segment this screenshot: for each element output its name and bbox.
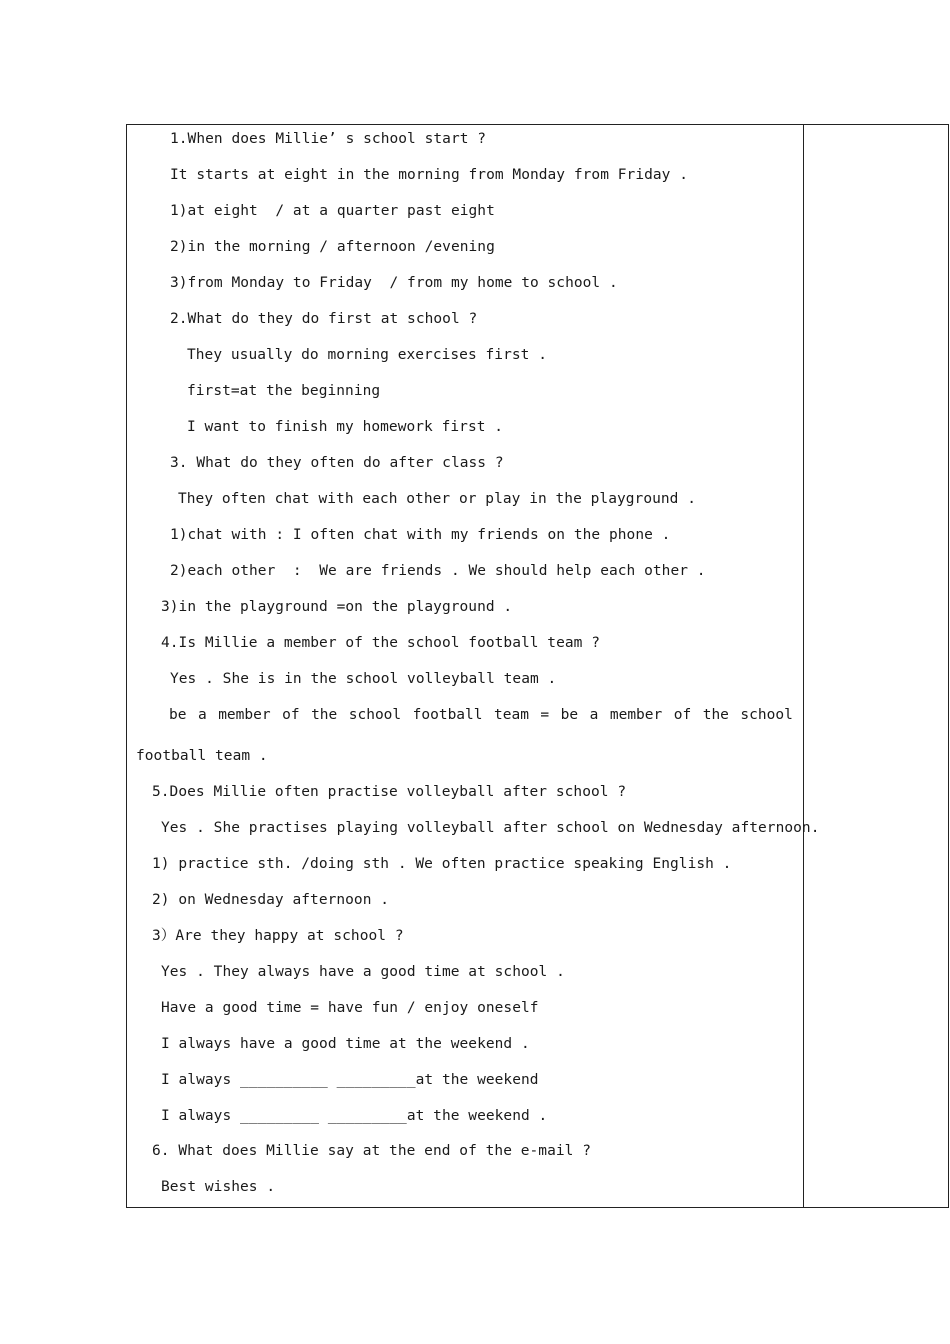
question-line: 3）Are they happy at school ? (152, 928, 404, 944)
blank-exercise-line: I always __________ _________at the weekend (161, 1072, 539, 1088)
note-line: 3)in the playground =on the playground . (161, 599, 513, 615)
equivalence-line (169, 706, 793, 724)
worksheet-table (126, 124, 949, 1208)
word: football (412, 707, 483, 723)
word: of (673, 707, 692, 723)
word: school (740, 707, 793, 723)
column-divider (803, 125, 804, 1207)
question-5: 5.Does Millie often practise volleyball after school ? (152, 784, 627, 800)
question-1: 1.When does Millie’ s school start ? (170, 131, 487, 147)
note-line: first=at the beginning (187, 383, 381, 399)
answer-line: Yes . They always have a good time at school . (161, 964, 565, 980)
word: team (494, 707, 529, 723)
note-line: 3)from Monday to Friday / from my home to school . (170, 275, 618, 291)
equivalence-line-continued: football team . (136, 748, 268, 764)
note-line: 2) on Wednesday afternoon . (152, 892, 390, 908)
example-line: I always have a good time at the weekend . (161, 1036, 530, 1052)
question-6: 6. What does Millie say at the end of the e-mail ? (152, 1143, 591, 1159)
word: the (702, 707, 729, 723)
word: a (197, 707, 207, 723)
answer-line: It starts at eight in the morning from Monday from Friday . (170, 167, 689, 183)
note-line: 2)each other : We are friends . We should help each other . (170, 563, 706, 579)
answer-line: They often chat with each other or play in the playground . (178, 491, 697, 507)
note-line: 1) practice sth. /doing sth . We often practice speaking English . (152, 856, 732, 872)
question-3: 3. What do they often do after class ? (170, 455, 504, 471)
question-2: 2.What do they do first at school ? (170, 311, 478, 327)
answer-line: Best wishes . (161, 1179, 276, 1195)
word: school (348, 707, 402, 723)
note-line: 1)at eight / at a quarter past eight (170, 203, 495, 219)
word: the (311, 707, 338, 723)
word: = (540, 707, 550, 723)
example-line: I want to finish my homework first . (187, 419, 504, 435)
word: a (589, 707, 599, 723)
word: member (609, 707, 663, 723)
note-line: Have a good time = have fun / enjoy oneself (161, 1000, 539, 1016)
word: be (560, 707, 579, 723)
note-line: 1)chat with : I often chat with my friends on the phone . (170, 527, 671, 543)
word: member (218, 707, 271, 723)
note-line: 2)in the morning / afternoon /evening (170, 239, 495, 255)
answer-line: Yes . She is in the school volleyball team . (170, 671, 557, 687)
blank-exercise-line: I always _________ _________at the weekend . (161, 1108, 548, 1124)
word: be (169, 707, 187, 723)
word: of (282, 707, 300, 723)
answer-line: Yes . She practises playing volleyball after school on Wednesday afternoon. (161, 820, 820, 836)
answer-line: They usually do morning exercises first . (187, 347, 547, 363)
question-4: 4.Is Millie a member of the school football team ? (161, 635, 600, 651)
